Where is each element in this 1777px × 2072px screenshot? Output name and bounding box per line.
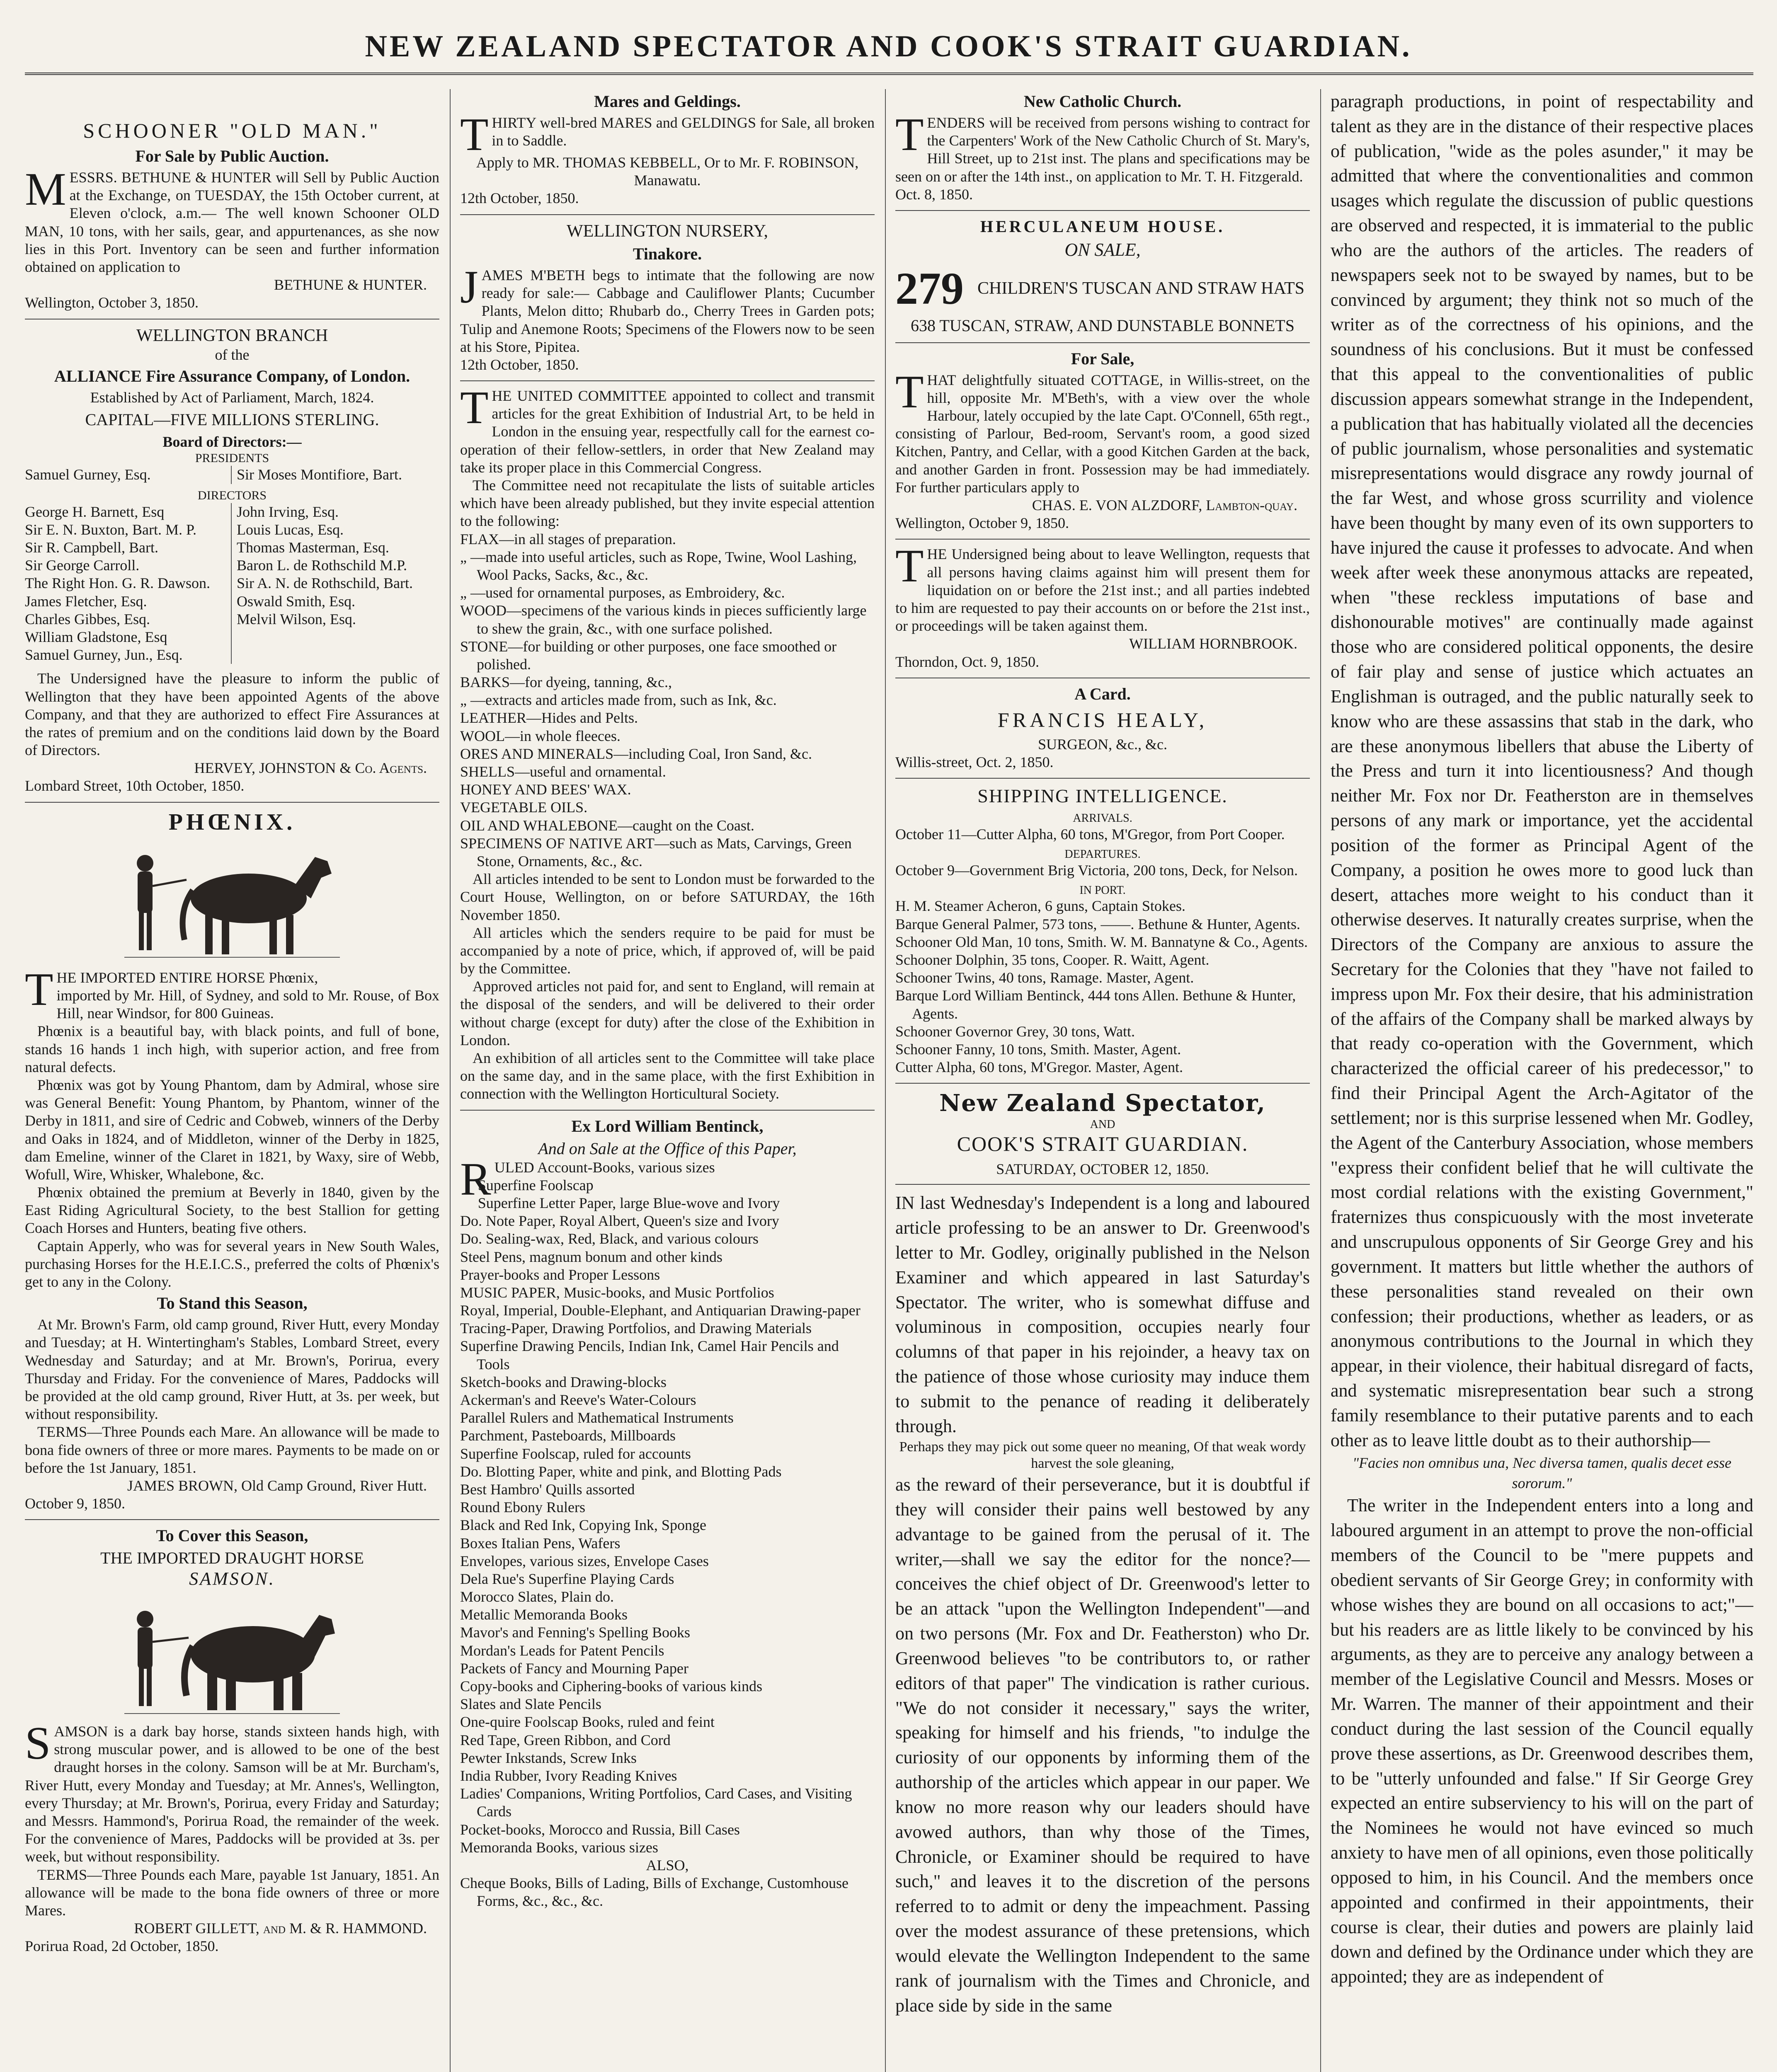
directors-heading: DIRECTORS [197, 488, 267, 502]
ad-body: ESSRS. BETHUNE & HUNTER will Sell by Public Auction at the Exchange, on TUESDAY, the 15th October current, at Eleven o'clock, a.m.— The well known Schooner OLD MAN, 10 tons, with her sails, gear, and appurtenances, as she now lies in this Port. Inventory can be seen and further information obtained on application to [25, 169, 439, 275]
list-item: BARKS—for dyeing, tanning, &c., [460, 674, 672, 691]
list-item: Schooner Dolphin, 35 tons, Cooper. R. Waitt, Agent. [895, 951, 1210, 968]
separator [25, 1519, 439, 1520]
samson-horse-ad [25, 1526, 439, 1955]
list-item: Barque Lord William Bentinck, 444 tons Allen. Bethune & Hunter, Agents. [895, 987, 1296, 1022]
drop-cap: T [895, 109, 924, 160]
director-name: Oswald Smith, Esq. [237, 593, 356, 610]
list-item: Tracing-Paper, Drawing Portfolios, and Drawing Materials [460, 1320, 812, 1337]
ad-para: Approved articles not paid for, and sent to England, will remain at the disposal of the senders, and will be delivered to their order without charge (except for duty) after the close of the Exhibition in London. [460, 978, 875, 1048]
drop-cap: T [895, 366, 924, 418]
list-item: Superfine Foolscap [478, 1176, 594, 1193]
list-item: Cutter Alpha, 60 tons, M'Gregor. Master, Agent. [895, 1059, 1183, 1076]
editorial-para: paragraph productions, in point of respectability and talent as they are in the distance of their respective places of publication, "wide as the poles asunder," it may be admitted that where the conventionalities and common usages which regulate the discussion of public questions are observed and respected, it is immaterial to the public who are the authors of the articles. The readers of newspapers seek not to be swayed by names, but to be convinced by argument; they think not so much of the writer as of the correctness of his opinions, and the soundness of his conclusions. But it must be confessed that this appeal to the conventionalities of public discussion appears somewhat strange in the Independent, a publication that has habitually violated all the decencies of public journalism, whose personalities and systematic misrepresentations would disgrace any rowdy journal of the far West, and whose gross scurrility and violence have been thought by many even of its own supporters to have injured the cause it professes to advocate. And when week after week these anonymous attacks are repeated, when "these reckless imputations of base and dishonourable motives" are continually made against those who are considered political opponents, the desire of fair play and sense of justice which actuates an Englishman is outraged, and the public naturally seek to know who are these assassins that stab in the dark, who are these anonymous libellers that abuse the Liberty of the Press and turn it into licentiousness? And though neither Mr. Fox nor Dr. Featherston are in themselves persons of any mark or importance, yet the accidental position of the former as Principal Agent of the Company, a position he owes more to good luck than desert, attaches more weight to his conduct than it otherwise deserves. It naturally creates surprise, when the Directors of the Company are anxious to assure the Secretary for the Colonies that they "have not failed to impress upon Mr. Fox their desire, that his administration of the affairs of the Company shall be marked always by that ready co-operation with the Government, which characterized the official career of his predecessor," to find their Principal Agent the Arch-Agitator of the settlement; nor is this surprise lessened when Mr. Godley, the Agent of the Canterbury Association, whose members "express their confident belief that he will cultivate the most cordial relations with the existing Government," fraternizes thus conspicuously with the most inveterate and unscrupulous opponents of Sir George Grey and his government. It matters but little whether the authors of these personalities stand revealed on their own confession; their productions, whether as leaders, or as anonymous contributions to the Journal in which they appear, in their violence, their habitual disregard of facts, and systematic misrepresentation bear such a strong family resemblance to their putative parents and to each other as to leave little doubt as to their authorship— [1331, 91, 1753, 1450]
drop-cap: M [25, 164, 66, 215]
cottage-sale-ad [895, 349, 1310, 533]
list-item: Superfine Letter Paper, large Blue-wove and Ivory [478, 1194, 780, 1211]
ad-para: imported by Mr. Hill, of Sydney, and sold to Mr. Rouse, of Box Hill, near Windsor, for 800 Guineas. [56, 987, 439, 1022]
director-name: Thomas Masterman, Esq. [237, 539, 389, 556]
ad-line: 638 TUSCAN, STRAW, AND DUNSTABLE BONNETS [911, 316, 1295, 335]
list-item: Schooner Old Man, 10 tons, Smith. W. M. Bannatyne & Co., Agents. [895, 933, 1308, 950]
ad-apply: Apply to MR. THOMAS KEBBELL, Or to Mr. F. ROBINSON, Manawatu. [476, 154, 859, 189]
list-item: Do. Blotting Paper, white and pink, and Blotting Pads [460, 1463, 782, 1480]
ad-body: HE Undersigned being about to leave Wellington, requests that all persons having claims against him will present them for liquidation on or before the 21st inst.; and all parties indebted to him are requested to pay their accounts on or before the 21st inst., or proceedings will be taken against them. [895, 546, 1310, 634]
list-item: Ladies' Companions, Writing Portfolios, Card Cases, and Visiting Cards [460, 1785, 852, 1820]
arrivals-heading: ARRIVALS. [1073, 812, 1132, 825]
ad-subtitle: For Sale by Public Auction. [135, 147, 329, 165]
column-divider [450, 89, 451, 2072]
list-item: OIL AND WHALEBONE—caught on the Coast. [460, 817, 754, 834]
ad-title: HERCULANEUM HOUSE. [980, 217, 1225, 236]
list-item: FLAX—in all stages of preparation. [460, 530, 676, 547]
mares-geldings-ad [460, 92, 875, 208]
alliance-assurance-ad [25, 325, 439, 795]
section-title: SHIPPING INTELLIGENCE. [977, 785, 1228, 807]
ad-para: The Committee need not recapitulate the lists of suitable articles which have been already published, but they invite especial attention to the following: [460, 477, 875, 530]
exhibition-committee-ad [460, 382, 875, 1103]
card-name: FRANCIS HEALY, [997, 708, 1208, 731]
editorial-title: COOK'S STRAIT GUARDIAN. [957, 1132, 1249, 1156]
board-heading: Board of Directors:— [162, 433, 302, 450]
editorial-para: The writer in the Independent enters into a long and laboured argument in an attempt to prove the non-official members of the Council to be "mere puppets and obedient servants of Sir George Grey; in conformity with whose wishes they are bound on all occasions to act;"—but his readers are as little likely to be convinced by his arguments, as they are to perceive any analogy between a member of the Legislative Council and Messrs. Moses or Mr. Warren. The manner of their appointment and their conduct during the last session of the Council equally prove these assertions, as Dr. Greenwood describes them, to be "utterly unfounded and false." If Sir George Grey expected an entire subserviency to his will on the part of the Nominees he would not have evinced so much anxiety to have men of all opinions, even those politically opposed to him, in his Council. And the members once appointed and confirmed in their appointments, their course is clear, their duties and powers are plainly laid down and defined by the Ordinance under which they are appointed; they are as independent of [1331, 1495, 1753, 1987]
ad-title: Ex Lord William Bentinck, [571, 1116, 764, 1135]
ad-para: Phœnix was got by Young Phantom, dam by Admiral, whose sire was General Benefit: Young Phantom, by Phantom, winner of the Derby in 1811, and sire of Cedric and Cobweb, winners of the Derby and Oaks in 1824, and of Middleton, winner of the Derby in 1825, dam Emeline, winner of the Claret in 1821, by Waxy, sire of Webb, Wofull, Wire, Whisker, Whalebone, &c. [25, 1076, 439, 1183]
ad-signature: CHAS. E. VON ALZDORF, Lambton-quay. [1032, 497, 1297, 514]
president: Sir Moses Montifiore, Bart. [237, 466, 402, 483]
drop-cap: R [460, 1153, 491, 1205]
shipping-intelligence [895, 784, 1310, 1076]
list-item: Pewter Inkstands, Screw Inks [460, 1749, 637, 1766]
director-name: Baron L. de Rothschild M.P. [237, 557, 407, 574]
list-item: „ —extracts and articles made from, such as Ink, &c. [460, 692, 777, 709]
ad-terms: TERMS—Three Pounds each Mare, payable 1st January, 1851. An allowance will be made to the bona fide owners of three or more Mares. [25, 1866, 439, 1919]
herculaneum-house-ad [895, 217, 1310, 336]
list-item: Best Hambro' Quills assorted [460, 1481, 635, 1498]
list-item: Schooner Governor Grey, 30 tons, Watt. [895, 1023, 1135, 1040]
separator [460, 380, 875, 381]
ad-onsale: ON SALE, [1064, 239, 1141, 260]
list-item: H. M. Steamer Acheron, 6 guns, Captain Stokes. [895, 898, 1185, 915]
director-name: Sir A. N. de Rothschild, Bart. [237, 575, 413, 592]
ad-signature: WILLIAM HORNBROOK. [1129, 635, 1297, 652]
article-list [460, 530, 875, 871]
list-item: Parallel Rulers and Mathematical Instruments [460, 1409, 734, 1426]
list-item: STONE—for building or other purposes, one face smoothed or polished. [460, 638, 837, 673]
ad-title: To Cover this Season, [156, 1526, 308, 1545]
surgeon-card [895, 684, 1310, 771]
ad-subtitle: Tinakore. [633, 244, 702, 263]
ad-para: All articles which the senders require to be paid for must be accompanied by a note of price, which, if approved of, will be paid by the Committee. [460, 924, 875, 977]
ad-para: An exhibition of all articles sent to the Committee will take place on the same day, and in the same place, with the first Exhibition in connection with the Wellington Horticultural Society. [460, 1050, 875, 1102]
ad-para: Phœnix is a beautiful bay, with black points, and full of bone, stands 16 hands 1 inch high, with superior action, and free from natural defects. [25, 1023, 439, 1075]
director-name: William Gladstone, Esq [25, 628, 167, 645]
established: Established by Act of Parliament, March, 1824. [90, 389, 374, 406]
list-item: VEGETABLE OILS. [460, 799, 588, 816]
list-item: Dela Rue's Superfine Playing Cards [460, 1570, 674, 1587]
list-item: Copy-books and Ciphering-books of various kinds [460, 1678, 762, 1695]
masthead: NEW ZEALAND SPECTATOR AND COOK'S STRAIT GUARDIAN. [365, 29, 1412, 63]
ad-subheading: To Stand this Season, [157, 1294, 308, 1313]
list-item: WOOL—in whole fleeces. [460, 727, 621, 744]
column-divider [885, 89, 886, 2072]
list-item: Cheque Books, Bills of Lading, Bills of Exchange, Customhouse Forms, &c., &c., &c. [460, 1875, 848, 1910]
ad-lead: HE UNITED COMMITTEE appointed to collect and transmit articles for the great Exhibition of Industrial Art, to be held in London in the ensuing year, respectfully call for the earnest co-operation of their fellow-settlers, in order that New Zealand may take its proper place in this Commercial Congress. [460, 387, 875, 476]
column-4 [1331, 89, 1753, 2072]
list-item: Parchment, Pasteboards, Millboards [460, 1427, 676, 1444]
directors-left [25, 503, 232, 664]
arrivals-list [895, 825, 1310, 843]
also-label: ALSO, [646, 1857, 689, 1874]
ad-para: TERMS—Three Pounds each Mare. An allowance will be made to bona fide owners of three or more mares. Payments to be made on or before the 1st January, 1851. [25, 1423, 439, 1476]
ad-body: The Undersigned have the pleasure to inform the public of Wellington that they have been appointed Agents of the above Company, and that they are authorized to effect Fire Assurances at the rates of premium and on the conditions laid down by the Board of Directors. [25, 670, 439, 759]
ad-lead: ULED Account-Books, various sizes [494, 1159, 715, 1176]
list-item: Schooner Twins, 40 tons, Ramage. Master, Agent. [895, 969, 1194, 986]
column-3 [895, 89, 1310, 2072]
list-item: Superfine Foolscap, ruled for accounts [460, 1445, 691, 1462]
ad-body: HAT delightfully situated COTTAGE, in Willis-street, on the hill, opposite Mr. M'Beth's, with a view over the whole Harbour, lately occupied by the late Capt. O'Connell, 65th regt., consisting of Parlour, Bed-room, Servant's room, a good sized Kitchen, Pantry, and Cellar, with a good Kitchen Garden at the back, and another Garden in front. Possession may be had immediately. For further particulars apply to [895, 371, 1310, 496]
ad-para: At Mr. Brown's Farm, old camp ground, River Hutt, every Monday and Tuesday; at H. Wintertingham's Stables, Lombard Street, every Wednesday and Saturday; and at Mr. Brown's, Porirua, every Thursday and Friday. For the convenience of Mares, Paddocks will be provided at the old camp ground, River Hutt, at 3s. per week, but without responsibility. [25, 1316, 439, 1423]
list-item: Red Tape, Green Ribbon, and Cord [460, 1731, 671, 1748]
list-item: Black and Red Ink, Copying Ink, Sponge [460, 1517, 706, 1534]
list-item: Sketch-books and Drawing-blocks [460, 1373, 667, 1390]
list-item: Steel Pens, magnum bonum and other kinds [460, 1248, 722, 1265]
ad-signature: ROBERT GILLETT, and M. & R. HAMMOND. [134, 1920, 427, 1937]
company-name: ALLIANCE Fire Assurance Company, of London. [54, 367, 410, 386]
director-name: George H. Barnett, Esq [25, 503, 165, 520]
director-name: Charles Gibbes, Esq. [25, 610, 150, 627]
list-item: WOOD—specimens of the various kinds in pieces sufficiently large to shew the grain, &c., with one surface polished. [460, 602, 867, 637]
editorial-para: as the reward of their perseverance, but it is doubtful if they will consider their pains well bestowed by any advantage to be gained from the perusal of it. The writer,—shall we say the editor for the nonce?—conceives the chief object of Dr. Greenwood's letter to be an attack "upon the Wellington Independent"—and on two persons (Mr. Fox and Dr. Featherston) who Dr. Greenwood believes "to be contributors to, or rather editors of that paper" The vindication is rather curious. "We do not consider it necessary," says the writer, speaking for himself and his friends, "to indulge the curiosity of our opponents by informing them of the authorship of the articles which appear in our paper. We know no more reason why our leaders should have avowed authors, than why those of the Times, Chronicle, or Examiner should be required to have such," and leaves it to the discretion of the persons referred to to admit or deny the impeachment. Passing over the modest assurance of these pretensions, which would elevate the Wellington Independent to the same rank of journalism with the Times and Chronicle, and place side by side in the same [895, 1474, 1310, 2016]
editorial-verse: Perhaps they may pick out some queer no meaning, Of that weak wordy harvest the sole gleaning, [899, 1439, 1306, 1472]
ad-body: AMSON is a dark bay horse, stands sixteen hands high, with strong muscular power, and is allowed to be one of the best draught horses in the colony. Samson will be at Mr. Burcham's, River Hutt, every Monday and Tuesday; at Mr. Annes's, Wellington, every Thursday; at Mr. Brown's, Porirua, every Friday and Saturday; and Messrs. Hammond's, Porirua Road, the remainder of the week. For the convenience of Mares, Paddocks will be provided at 3s. per week, but without responsibility. [25, 1723, 439, 1865]
horse-illustration [116, 1594, 348, 1719]
ad-date: Lombard Street, 10th October, 1850. [25, 777, 245, 794]
drop-cap: T [895, 540, 924, 592]
editorial-para: IN last Wednesday's Independent is a long and laboured article professing to be an answer to Dr. Greenwood's letter to Mr. Godley, originally published in the Nelson Examiner and which appeared in last Saturday's Spectator. The writer, who is somewhat diffuse and voluminous in composition, occupies nearly four columns of that paper in his rejoinder, a heavy tax on the patience of those whose curiosity may induce them to submit to the penance of reading it deliberately through. [895, 1193, 1310, 1436]
ad-body: HIRTY well-bred MARES and GELDINGS for Sale, all broken in to Saddle. [492, 114, 875, 149]
separator [895, 342, 1310, 343]
list-item: Packets of Fancy and Mourning Paper [460, 1660, 688, 1677]
ad-date: 12th October, 1850. [460, 190, 579, 207]
list-item: HONEY AND BEES' WAX. [460, 781, 631, 798]
list-item: Morocco Slates, Plain do. [460, 1588, 614, 1605]
list-item: Superfine Drawing Pencils, Indian Ink, Camel Hair Pencils and Tools [460, 1338, 839, 1372]
ad-date: October 9, 1850. [25, 1495, 125, 1512]
hornbrook-notice [895, 540, 1310, 670]
ad-date: Willis-street, Oct. 2, 1850. [895, 753, 1054, 770]
director-name: James Fletcher, Esq. [25, 593, 147, 610]
stationery-list [460, 1176, 875, 1857]
director-name: Melvil Wilson, Esq. [237, 610, 356, 627]
ad-date: Porirua Road, 2d October, 1850. [25, 1938, 219, 1955]
directors-list [25, 503, 439, 664]
list-item: Royal, Imperial, Double-Elephant, and Antiquarian Drawing-paper [460, 1302, 861, 1319]
capital: CAPITAL—FIVE MILLIONS STERLING. [85, 410, 379, 429]
ad-date: 12th October, 1850. [460, 356, 579, 373]
ad-para: Captain Apperly, who was for several years in New South Wales, purchasing Horses for the H.E.I.C.S., preferred the colts of Phœnix's get to any in the Colony. [25, 1237, 439, 1290]
horse-illustration [116, 840, 348, 965]
ad-title: For Sale, [1071, 349, 1135, 368]
column-2 [460, 89, 875, 2072]
ad-title: SCHOONER "OLD MAN." [83, 119, 381, 142]
director-name: Samuel Gurney, Jun., Esq. [25, 646, 183, 663]
editorial-and: AND [1090, 1118, 1115, 1131]
ad-date: Oct. 8, 1850. [895, 186, 973, 203]
departures-heading: DEPARTURES. [1064, 848, 1141, 861]
column-divider [1320, 89, 1321, 2072]
list-item: „ —made into useful articles, such as Rope, Twine, Wool Lashing, Wool Packs, Sacks, &c., &c. [460, 548, 857, 583]
director-name: John Irving, Esq. [237, 503, 339, 520]
ad-body: ENDERS will be received from persons wishing to contract for the Carpenters' Work of the New Catholic Church of St. Mary's, Hill Street, up to 21st inst. The plans and specifications may be seen on or after the 14th inst., on application to Mr. T. H. Fitzgerald. [895, 114, 1310, 185]
ad-para: Phœnix obtained the premium at Beverly in 1840, given by the East Riding Agricultural Society, to the best Stallion for getting Coach Horses and Hunters, beating five others. [25, 1184, 439, 1237]
ad-date: Thorndon, Oct. 9, 1850. [895, 653, 1039, 670]
list-item: Prayer-books and Proper Lessons [460, 1266, 660, 1283]
presidents-list [25, 466, 439, 484]
nursery-ad [460, 221, 875, 374]
editorial-date: SATURDAY, OCTOBER 12, 1850. [996, 1161, 1209, 1178]
list-item: Memoranda Books, various sizes [460, 1839, 658, 1856]
ad-line: CHILDREN'S TUSCAN AND STRAW HATS [977, 278, 1305, 298]
list-item: Do. Note Paper, Royal Albert, Queen's size and Ivory [460, 1213, 779, 1230]
drop-cap: J [460, 261, 478, 313]
list-item: Round Ebony Rulers [460, 1499, 585, 1516]
ad-title: PHŒNIX. [168, 809, 296, 835]
ad-title: New Catholic Church. [1023, 92, 1182, 111]
ad-title: WELLINGTON BRANCH [136, 326, 328, 345]
separator [895, 210, 1310, 211]
ad-body: AMES M'BETH begs to intimate that the following are now ready for sale:— Cabbage and Cauliflower Plants; Cucumber Plants, Melon ditto; Rhubarb do., Cherry Trees in Garden pots; Tulip and Anemone Roots; Specimens of the Flowers now to be seen at his Store, Pipitea. [460, 266, 875, 355]
director-name: Sir R. Campbell, Bart. [25, 539, 158, 556]
list-item: SHELLS—useful and ornamental. [460, 763, 666, 780]
presidents-heading: PRESIDENTS [195, 451, 269, 465]
in-port-list [895, 897, 1310, 1076]
ad-lead: HE IMPORTED ENTIRE HORSE Phœnix, [56, 969, 318, 986]
list-item: Do. Sealing-wax, Red, Black, and various colours [460, 1230, 759, 1247]
separator [895, 778, 1310, 779]
list-item: SPECIMENS OF NATIVE ART—such as Mats, Carvings, Green Stone, Ornaments, &c., &c. [460, 835, 852, 869]
list-item: October 11—Cutter Alpha, 60 tons, M'Gregor, from Port Cooper. [895, 825, 1285, 842]
hat-count: 279 [895, 263, 964, 314]
list-item: Barque General Palmer, 573 tons, ——. Bethune & Hunter, Agents. [895, 915, 1300, 932]
ad-signature: BETHUNE & HUNTER. [274, 276, 427, 293]
list-item: Pocket-books, Morocco and Russia, Bill Cases [460, 1821, 740, 1838]
separator [895, 1184, 1310, 1185]
ad-signature: HERVEY, JOHNSTON & Co. Agents. [194, 760, 427, 777]
list-item: ORES AND MINERALS—including Coal, Iron Sand, &c. [460, 745, 812, 762]
latin-quote: "Facies non omnibus una, Nec diversa tamen, qualis decet esse sororum." [1353, 1454, 1731, 1491]
list-item: Envelopes, various sizes, Envelope Cases [460, 1552, 709, 1569]
ad-date: Wellington, October 9, 1850. [895, 515, 1069, 532]
departures-list [895, 862, 1310, 879]
ad-para: All articles intended to be sent to London must be forwarded to the Court House, Wellington, on or before SATURDAY, the 16th November 1850. [460, 871, 875, 923]
ad-signature: JAMES BROWN, Old Camp Ground, River Hutt. [127, 1477, 427, 1494]
list-item: Boxes Italian Pens, Wafers [460, 1535, 621, 1552]
list-item: India Rubber, Ivory Reading Knives [460, 1767, 677, 1784]
drop-cap: S [25, 1718, 51, 1769]
ad-date: Wellington, October 3, 1850. [25, 294, 199, 311]
drop-cap: T [460, 109, 489, 160]
directors-right [232, 503, 439, 664]
card-subtitle: SURGEON, &c., &c. [1038, 736, 1167, 753]
list-item: Mavor's and Fenning's Spelling Books [460, 1624, 690, 1641]
separator [25, 802, 439, 803]
separator [25, 319, 439, 320]
editorial-masthead: New Zealand Spectator, [939, 1089, 1266, 1117]
editorial [895, 1089, 1310, 2018]
list-item: Metallic Memoranda Books [460, 1606, 628, 1623]
president: Samuel Gurney, Esq. [25, 466, 232, 484]
separator [460, 1110, 875, 1111]
drop-cap: T [460, 382, 489, 434]
phoenix-horse-ad [25, 808, 439, 1513]
in-port-heading: IN PORT. [1079, 884, 1126, 897]
list-item: Ackerman's and Reeve's Water-Colours [460, 1392, 696, 1409]
schooner-old-man-ad [25, 118, 439, 312]
list-item: „ —used for ornamental purposes, as Embroidery, &c. [460, 584, 785, 601]
ad-title: Mares and Geldings. [594, 92, 741, 111]
director-name: The Right Hon. G. R. Dawson. [25, 575, 210, 592]
horse-name: SAMSON. [189, 1569, 275, 1589]
list-item: LEATHER—Hides and Pelts. [460, 709, 638, 726]
catholic-church-ad [895, 92, 1310, 203]
column-1 [25, 89, 439, 2072]
masthead-rule [25, 73, 1753, 75]
list-item: Schooner Fanny, 10 tons, Smith. Master, Agent. [895, 1041, 1181, 1058]
ad-title: A Card. [1074, 684, 1131, 703]
list-item: October 9—Government Brig Victoria, 200 tons, Deck, for Nelson. [895, 862, 1298, 879]
list-item: Mordan's Leads for Patent Pencils [460, 1642, 664, 1659]
ad-of: of the [215, 346, 250, 363]
drop-cap: T [25, 963, 53, 1015]
separator [895, 539, 1310, 540]
list-item: MUSIC PAPER, Music-books, and Music Portfolios [460, 1284, 774, 1301]
ad-title: WELLINGTON NURSERY, [566, 221, 768, 241]
list-item: Slates and Slate Pencils [460, 1696, 601, 1713]
stationery-ad [460, 1116, 875, 1910]
separator [460, 214, 875, 215]
separator [895, 1083, 1310, 1084]
list-item: One-quire Foolscap Books, ruled and feint [460, 1714, 715, 1731]
ad-subtitle: And on Sale at the Office of this Paper, [538, 1139, 797, 1158]
director-name: Sir E. N. Buxton, Bart. M. P. [25, 521, 197, 538]
ad-subtitle: THE IMPORTED DRAUGHT HORSE [100, 1549, 364, 1568]
director-name: Louis Lucas, Esq. [237, 521, 344, 538]
director-name: Sir George Carroll. [25, 557, 140, 574]
